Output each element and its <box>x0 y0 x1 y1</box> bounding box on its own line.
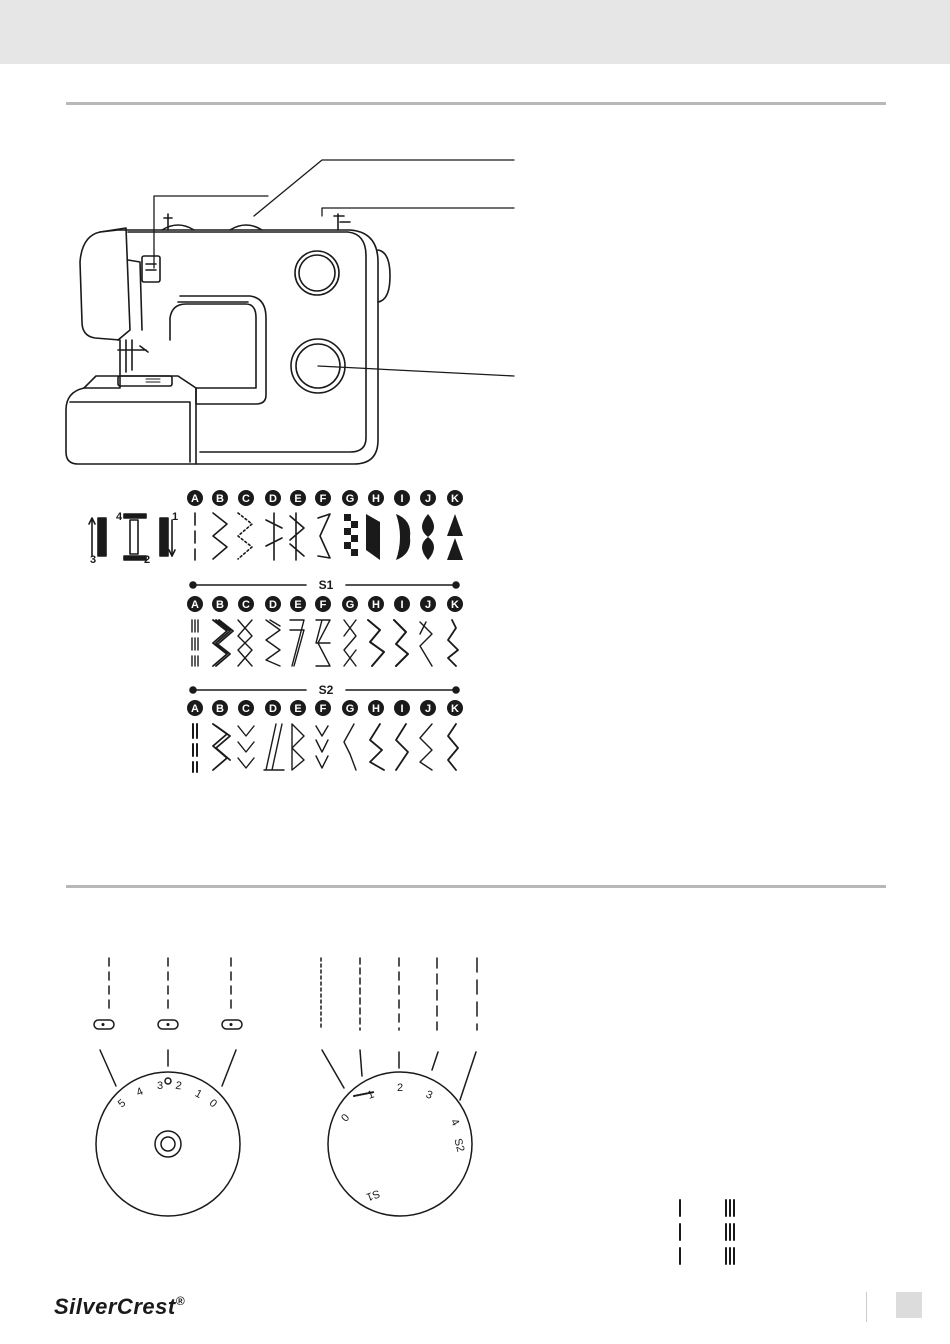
badge-d-2 <box>265 596 281 612</box>
badge-f-2 <box>315 596 331 612</box>
width-indicator-bars <box>680 1200 734 1264</box>
sewing-machine-illustration <box>66 160 514 464</box>
step-1-label: 1 <box>172 511 179 523</box>
badge-j-2 <box>420 596 436 612</box>
step-4-label: 4 <box>116 511 123 523</box>
badge-b-3 <box>212 700 228 716</box>
badge-i-1 <box>394 490 410 506</box>
svg-text:A: A <box>191 703 199 715</box>
pattern-label-1: 1 <box>366 1088 376 1102</box>
length-label-0: 0 <box>206 1097 220 1111</box>
page-number-box <box>896 1292 922 1318</box>
length-label-4: 4 <box>134 1085 146 1099</box>
badge-b-1 <box>212 490 228 506</box>
badge-d-3 <box>265 700 281 716</box>
badge-g-3 <box>342 700 358 716</box>
row-2-letter-badges <box>187 596 463 612</box>
svg-text:J: J <box>424 599 432 611</box>
badge-g-2 <box>342 596 358 612</box>
svg-text:E: E <box>294 599 302 611</box>
length-label-2: 2 <box>174 1079 183 1093</box>
pattern-label-2: 2 <box>396 1082 404 1094</box>
badge-c-2 <box>238 596 254 612</box>
badge-c-1 <box>238 490 254 506</box>
badge-a-1 <box>187 490 203 506</box>
brand-trademark: ® <box>175 1294 186 1308</box>
badge-g-1 <box>342 490 358 506</box>
svg-text:H: H <box>372 493 380 505</box>
page-divider <box>866 1292 867 1322</box>
badge-c-3 <box>238 700 254 716</box>
pattern-label-0: 0 <box>339 1111 353 1125</box>
badge-a-2 <box>187 596 203 612</box>
svg-text:G: G <box>345 599 355 611</box>
svg-text:B: B <box>216 703 224 715</box>
s1-label: S1 <box>318 578 334 592</box>
badge-i-3 <box>394 700 410 716</box>
step-2-label: 2 <box>144 554 151 566</box>
pattern-label-s2: S2 <box>451 1137 467 1154</box>
svg-text:I: I <box>400 703 404 715</box>
svg-text:A: A <box>191 599 199 611</box>
stitch-row-2 <box>192 620 458 666</box>
svg-text:E: E <box>294 703 302 715</box>
row-1-letter-badges <box>187 490 463 506</box>
svg-text:H: H <box>372 599 380 611</box>
svg-text:C: C <box>242 703 250 715</box>
svg-text:D: D <box>269 493 277 505</box>
brand-name: SilverCrest <box>54 1294 176 1319</box>
svg-text:I: I <box>400 493 404 505</box>
length-label-1: 1 <box>192 1087 204 1102</box>
badge-a-3 <box>187 700 203 716</box>
svg-text:F: F <box>319 599 327 611</box>
svg-text:D: D <box>269 703 277 715</box>
brand-logo <box>54 1294 185 1320</box>
badge-k-3 <box>447 700 463 716</box>
badge-e-1 <box>290 490 306 506</box>
svg-text:B: B <box>216 599 224 611</box>
stitch-length-dial <box>94 958 242 1216</box>
stitch-row-3 <box>193 724 458 772</box>
badge-h-2 <box>368 596 384 612</box>
badge-f-3 <box>315 700 331 716</box>
svg-text:K: K <box>451 599 459 611</box>
svg-text:I: I <box>400 599 404 611</box>
step-3-label: 3 <box>90 554 97 566</box>
svg-text:G: G <box>345 703 355 715</box>
badge-e-2 <box>290 596 306 612</box>
badge-h-1 <box>368 490 384 506</box>
badge-e-3 <box>290 700 306 716</box>
pattern-label-s1: S1 <box>364 1186 382 1203</box>
stitch-row-1 <box>195 513 330 560</box>
svg-text:C: C <box>242 493 250 505</box>
svg-text:E: E <box>294 493 302 505</box>
length-label-3: 3 <box>156 1080 164 1092</box>
badge-j-3 <box>420 700 436 716</box>
badge-h-3 <box>368 700 384 716</box>
badge-d-1 <box>265 490 281 506</box>
stitch-row-1-solid <box>344 514 463 560</box>
row-3-letter-badges <box>187 700 463 716</box>
svg-text:F: F <box>319 703 327 715</box>
svg-text:A: A <box>191 493 199 505</box>
pattern-dial-labels <box>339 1082 466 1203</box>
svg-text:K: K <box>451 493 459 505</box>
svg-text:H: H <box>372 703 380 715</box>
svg-text:J: J <box>424 493 432 505</box>
badge-k-2 <box>447 596 463 612</box>
pattern-label-3: 3 <box>424 1088 435 1102</box>
svg-text:F: F <box>319 493 327 505</box>
s2-label: S2 <box>318 683 334 697</box>
badge-b-2 <box>212 596 228 612</box>
badge-k-1 <box>447 490 463 506</box>
length-label-5: 5 <box>115 1097 129 1111</box>
svg-text:D: D <box>269 599 277 611</box>
svg-text:B: B <box>216 493 224 505</box>
buttonhole-steps <box>89 514 175 560</box>
badge-j-1 <box>420 490 436 506</box>
pattern-label-4: 4 <box>447 1116 462 1129</box>
badge-f-1 <box>315 490 331 506</box>
svg-text:K: K <box>451 703 459 715</box>
svg-text:C: C <box>242 599 250 611</box>
svg-text:J: J <box>424 703 432 715</box>
badge-i-2 <box>394 596 410 612</box>
svg-text:G: G <box>345 493 355 505</box>
